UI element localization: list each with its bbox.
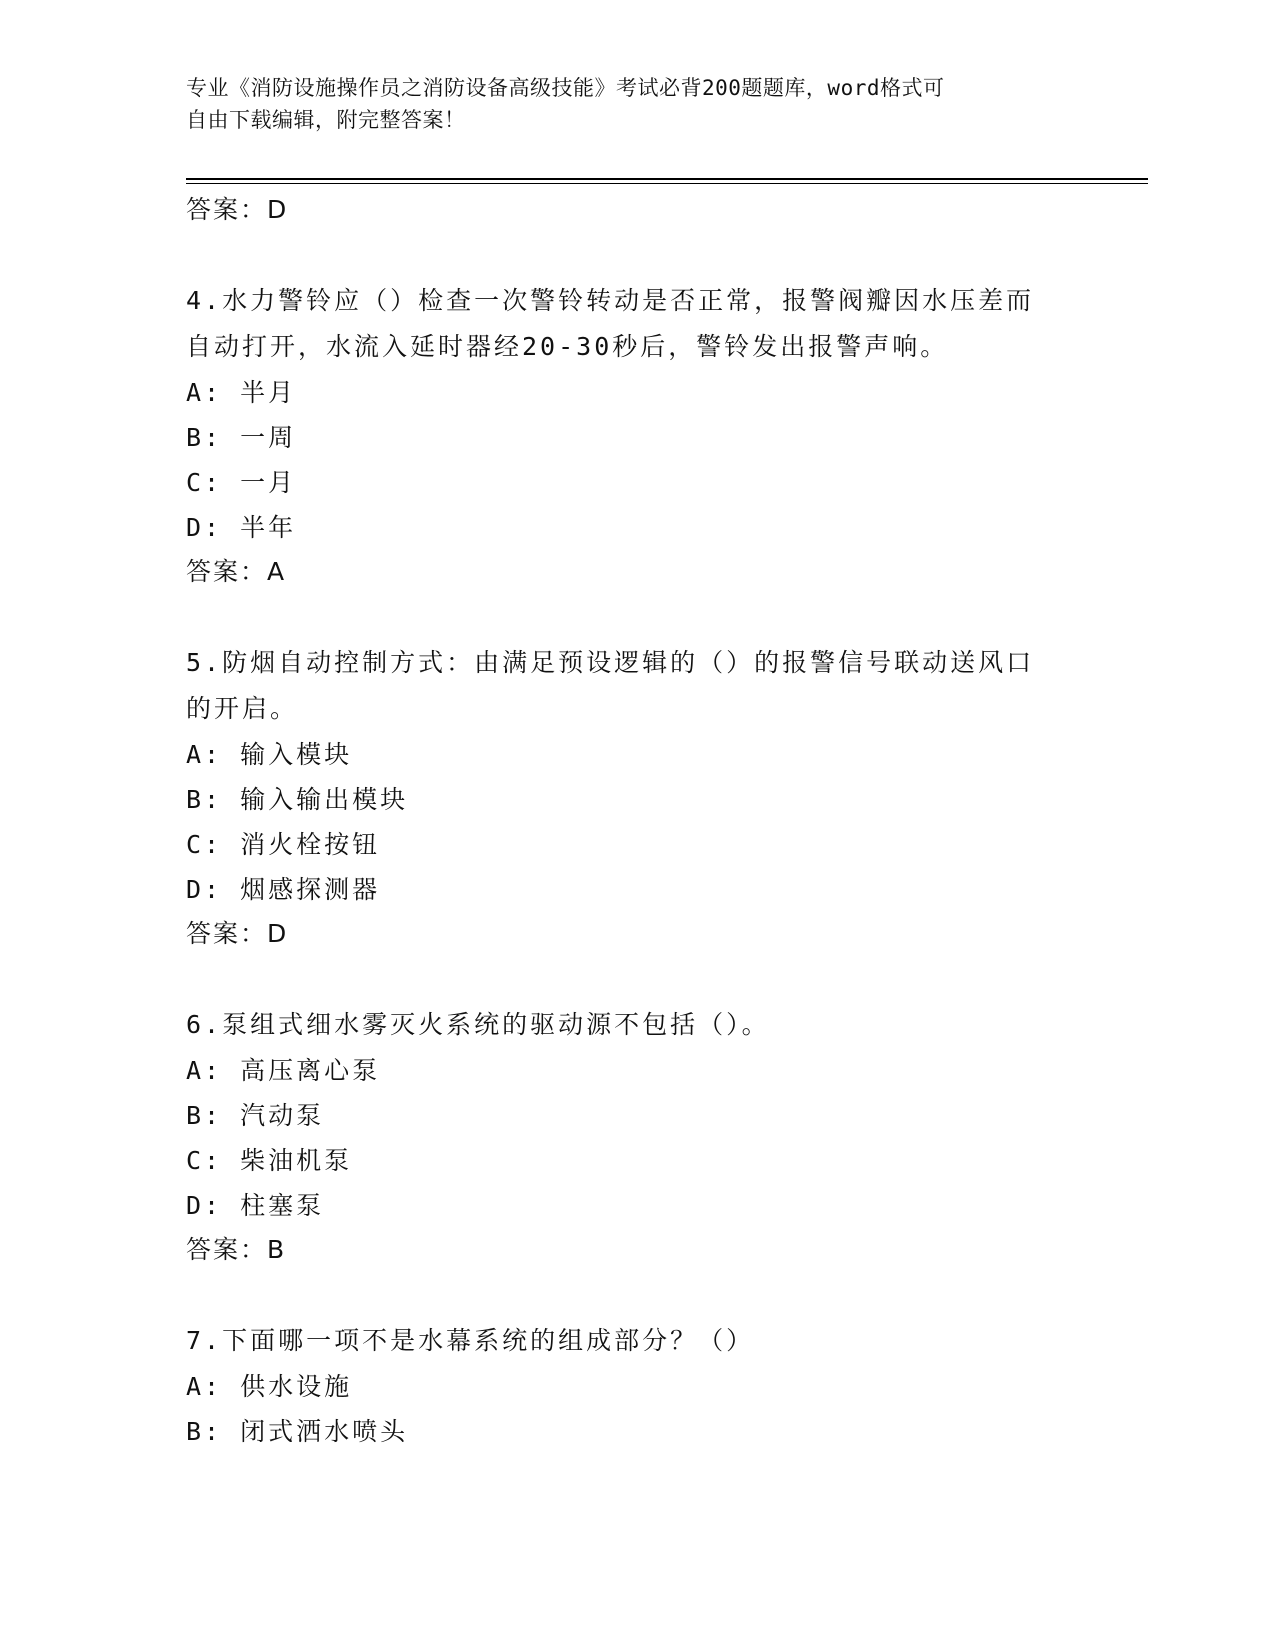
question-7 bbox=[186, 1318, 1066, 1454]
option-c: C: 消火栓按钮 bbox=[186, 830, 381, 859]
question-text: 5.防烟自动控制方式：由满足预设逻辑的（）的报警信号联动送风口 bbox=[186, 648, 1035, 677]
option-c: C: 柴油机泵 bbox=[186, 1146, 353, 1175]
option-a: A: 输入模块 bbox=[186, 740, 353, 769]
option-d: D: 烟感探测器 bbox=[186, 875, 381, 904]
header-divider-thin bbox=[186, 183, 1148, 184]
option-c: C: 一月 bbox=[186, 468, 297, 497]
question-text: 7.下面哪一项不是水幕系统的组成部分？（） bbox=[186, 1326, 755, 1355]
option-b: B: 闭式洒水喷头 bbox=[186, 1417, 409, 1446]
option-a: A: 供水设施 bbox=[186, 1372, 353, 1401]
question-4 bbox=[186, 278, 1066, 594]
question-text: 6.泵组式细水雾灭火系统的驱动源不包括（）。 bbox=[186, 1010, 770, 1039]
question-text: 自动打开，水流入延时器经20-30秒后，警铃发出报警声响。 bbox=[186, 332, 949, 361]
option-b: B: 汽动泵 bbox=[186, 1101, 325, 1130]
question-text: 的开启。 bbox=[186, 694, 299, 723]
document-header bbox=[186, 72, 1066, 136]
answer-q6: 答案：B bbox=[186, 1235, 287, 1264]
option-a: A: 高压离心泵 bbox=[186, 1056, 381, 1085]
question-6 bbox=[186, 1002, 1066, 1272]
header-divider-thick bbox=[186, 178, 1148, 180]
question-list bbox=[186, 188, 1066, 1454]
answer-q5: 答案：D bbox=[186, 919, 289, 948]
option-b: B: 输入输出模块 bbox=[186, 785, 409, 814]
option-d: D: 柱塞泵 bbox=[186, 1191, 325, 1220]
question-5 bbox=[186, 640, 1066, 956]
option-d: D: 半年 bbox=[186, 513, 297, 542]
answer-q4: 答案：A bbox=[186, 557, 287, 586]
header-line-1: 专业《消防设施操作员之消防设备高级技能》考试必背200题题库，word格式可 bbox=[186, 76, 945, 100]
option-a: A: 半月 bbox=[186, 378, 297, 407]
answer-q3: 答案：D bbox=[186, 195, 289, 224]
option-b: B: 一周 bbox=[186, 423, 297, 452]
question-text: 4.水力警铃应（）检查一次警铃转动是否正常，报警阀瓣因水压差而 bbox=[186, 286, 1035, 315]
header-line-2: 自由下载编辑，附完整答案！ bbox=[186, 108, 466, 132]
